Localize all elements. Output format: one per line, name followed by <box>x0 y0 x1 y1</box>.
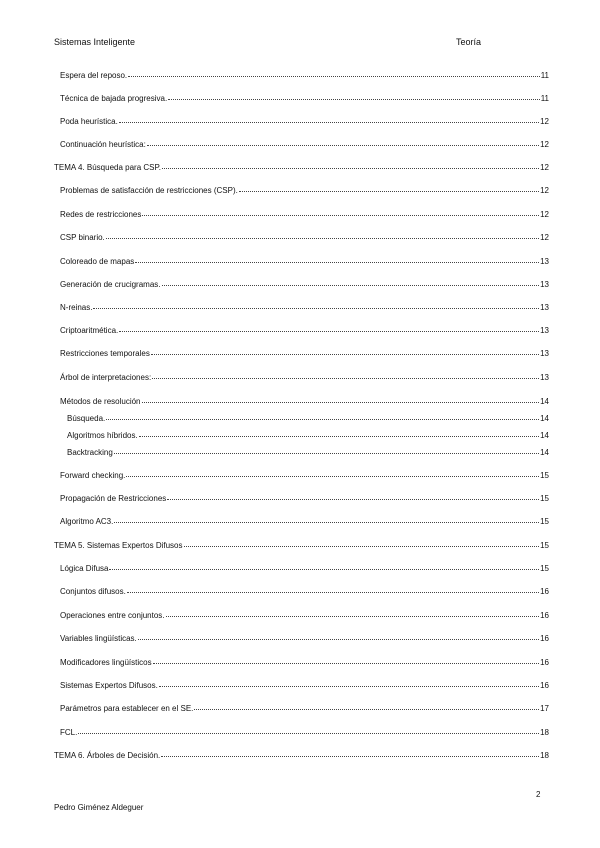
header-section: Teoría <box>456 37 482 47</box>
toc-entry-page: 15 <box>540 471 549 480</box>
toc-entry[interactable] <box>67 447 549 458</box>
toc-entry[interactable] <box>60 493 549 504</box>
toc-leader-dots <box>153 656 539 664</box>
toc-entry-page: 13 <box>540 280 549 289</box>
toc-entry[interactable] <box>54 162 549 173</box>
toc-leader-dots <box>135 255 539 263</box>
toc-entry-title: Conjuntos difusos. <box>60 587 126 596</box>
toc-entry-page: 16 <box>540 658 549 667</box>
toc-leader-dots <box>167 492 539 500</box>
toc-entry[interactable] <box>60 396 549 407</box>
toc-entry[interactable] <box>60 279 549 290</box>
toc-leader-dots <box>119 324 539 332</box>
toc-entry[interactable] <box>60 680 549 691</box>
toc-leader-dots <box>152 371 539 379</box>
toc-leader-dots <box>162 278 540 286</box>
toc-entry-page: 12 <box>540 117 549 126</box>
toc-entry-title: TEMA 4. Búsqueda para CSP. <box>54 163 162 172</box>
toc-leader-dots <box>138 632 539 640</box>
toc-entry[interactable] <box>60 209 549 220</box>
toc-entry[interactable] <box>60 657 549 668</box>
toc-entry[interactable] <box>60 185 549 196</box>
toc-entry-page: 12 <box>540 210 549 219</box>
toc-entry-page: 13 <box>540 257 549 266</box>
toc-entry-page: 13 <box>540 303 549 312</box>
toc-entry-page: 13 <box>540 373 549 382</box>
toc-entry[interactable] <box>60 232 549 243</box>
header-title: Sistemas Inteligente <box>54 37 136 47</box>
toc-entry-title: Algoritmos híbridos. <box>67 431 138 440</box>
toc-leader-dots <box>119 115 539 123</box>
toc-leader-dots <box>114 446 539 454</box>
toc-entry-title: Propagación de Restricciones <box>60 494 167 503</box>
toc-entry-page: 15 <box>540 541 549 550</box>
toc-entry-page: 13 <box>540 326 549 335</box>
toc-leader-dots <box>127 585 539 593</box>
toc-entry-title: TEMA 5. Sistemas Expertos Difusos <box>54 541 183 550</box>
toc-entry[interactable] <box>60 325 549 336</box>
toc-leader-dots <box>166 609 540 617</box>
toc-entry-title: Lógica Difusa <box>60 564 109 573</box>
toc-entry-page: 16 <box>540 611 549 620</box>
toc-entry[interactable] <box>60 727 549 738</box>
toc-entry-page: 16 <box>540 587 549 596</box>
toc-leader-dots <box>114 515 539 523</box>
toc-leader-dots <box>142 395 540 403</box>
toc-leader-dots <box>139 429 539 437</box>
toc-entry[interactable] <box>67 430 549 441</box>
toc-entry-page: 15 <box>540 494 549 503</box>
toc-entry-page: 12 <box>540 186 549 195</box>
toc-leader-dots <box>161 749 539 757</box>
toc-entry-title: Poda heurística. <box>60 117 118 126</box>
toc-entry[interactable] <box>60 116 549 127</box>
toc-entry-page: 16 <box>540 634 549 643</box>
toc-leader-dots <box>142 208 539 216</box>
toc-leader-dots <box>162 161 539 169</box>
toc-leader-dots <box>184 539 540 547</box>
toc-entry[interactable] <box>60 302 549 313</box>
toc-entry-page: 14 <box>540 397 549 406</box>
toc-entry-title: Sistemas Expertos Difusos. <box>60 681 158 690</box>
toc-entry[interactable] <box>54 750 549 761</box>
toc-entry[interactable] <box>60 70 549 81</box>
toc-entry-page: 18 <box>540 751 549 760</box>
toc-leader-dots <box>168 92 540 100</box>
toc-entry-title: Operaciones entre conjuntos. <box>60 611 165 620</box>
toc-entry[interactable] <box>60 586 549 597</box>
toc-entry-title: Forward checking. <box>60 471 126 480</box>
toc-entry-title: Árbol de interpretaciones: <box>60 373 152 382</box>
toc-leader-dots <box>93 301 539 309</box>
toc-entry-title: Generación de crucigramas. <box>60 280 161 289</box>
toc-entry[interactable] <box>60 256 549 267</box>
footer-author: Pedro Giménez Aldeguer <box>54 803 144 812</box>
toc-entry[interactable] <box>60 516 549 527</box>
toc-entry-title: Técnica de bajada progresiva. <box>60 94 168 103</box>
toc-entry-title: CSP binario. <box>60 233 105 242</box>
toc-entry-page: 12 <box>540 140 549 149</box>
toc-entry-title: Métodos de resolución <box>60 397 141 406</box>
toc-entry[interactable] <box>60 93 549 104</box>
toc-entry-page: 13 <box>540 349 549 358</box>
toc-entry-title: Espera del reposo. <box>60 71 128 80</box>
toc-entry[interactable] <box>54 540 549 551</box>
toc-entry-title: TEMA 6. Árboles de Decisión. <box>54 751 161 760</box>
toc-leader-dots <box>159 679 539 687</box>
toc-entry-page: 12 <box>540 163 549 172</box>
toc-leader-dots <box>194 702 539 710</box>
toc-entry-title: Restricciones temporales <box>60 349 150 358</box>
toc-entry-page: 15 <box>540 517 549 526</box>
toc-entry-title: Backtracking <box>67 448 113 457</box>
toc-entry-page: 15 <box>540 564 549 573</box>
toc-entry-page: 14 <box>540 431 549 440</box>
toc-leader-dots <box>106 231 539 239</box>
toc-entry-title: Variables lingüísticas. <box>60 634 137 643</box>
toc-entry[interactable] <box>60 470 549 481</box>
toc-entry-title: Algoritmo AC3. <box>60 517 114 526</box>
toc-entry-title: Modificadores lingüísticos <box>60 658 152 667</box>
toc-entry-page: 14 <box>540 448 549 457</box>
toc-leader-dots <box>109 562 539 570</box>
toc-entry[interactable] <box>60 372 549 383</box>
toc-entry-title: Criptoaritmética. <box>60 326 119 335</box>
toc-entry-page: 11 <box>540 71 549 80</box>
toc-entry[interactable] <box>60 563 549 574</box>
toc-entry-page: 17 <box>540 704 549 713</box>
toc-entry[interactable] <box>67 413 549 424</box>
toc-entry[interactable] <box>60 348 549 359</box>
toc-entry-title: FCL. <box>60 728 78 737</box>
toc-entry-page: 14 <box>540 414 549 423</box>
toc-leader-dots <box>126 469 539 477</box>
toc-leader-dots <box>106 412 539 420</box>
toc-entry-title: Redes de restricciones <box>60 210 142 219</box>
toc-leader-dots <box>151 347 539 355</box>
toc-leader-dots <box>147 138 539 146</box>
toc-leader-dots <box>128 69 540 77</box>
toc-entry[interactable] <box>60 633 549 644</box>
toc-leader-dots <box>78 726 539 734</box>
toc-entry-title: Coloreado de mapas <box>60 257 135 266</box>
toc-entry-title: Problemas de satisfacción de restricciones (CSP). <box>60 186 238 195</box>
toc-entry-page: 12 <box>540 233 549 242</box>
toc-entry-title: Búsqueda. <box>67 414 106 423</box>
toc-entry-page: 18 <box>540 728 549 737</box>
toc-entry-page: 11 <box>540 94 549 103</box>
toc-entry[interactable] <box>60 703 549 714</box>
toc-entry-title: N-reinas. <box>60 303 93 312</box>
toc-entry-title: Continuación heurística: <box>60 140 146 149</box>
page-number: 2 <box>536 790 541 799</box>
toc-entry-title: Parámetros para establecer en el SE. <box>60 704 194 713</box>
toc-entry[interactable] <box>60 610 549 621</box>
toc-entry[interactable] <box>60 139 549 150</box>
toc-leader-dots <box>239 184 539 192</box>
toc-entry-page: 16 <box>540 681 549 690</box>
